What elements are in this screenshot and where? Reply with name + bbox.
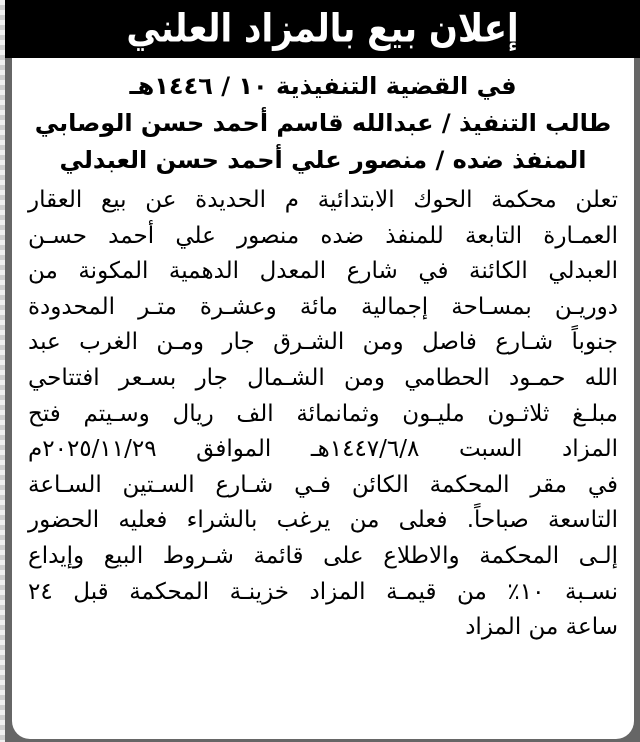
body-line: إلـى المحكمة والاطلاع على قائمة شـروط البيع وإيداع — [28, 542, 618, 569]
deposit-line: نسـبة ١٠٪ من قيمـة المزاد خزينـة المحكمة قبل ٢٤ — [28, 578, 618, 605]
notice-header-bar — [5, 0, 640, 58]
body-line: العمـارة التابعة للمنفذ ضده منصور علي أحمد حسـن — [28, 222, 618, 249]
notice-body — [22, 183, 624, 646]
body-line-last: ساعة من المزاد — [465, 614, 618, 641]
body-line: الله حمـود الحطامي ومن الشـمال جار بسـعر افتتاحي — [28, 364, 618, 391]
case-number: في القضية التنفيذية ١٠ / ١٤٤٦هـ — [129, 72, 517, 100]
body-line: التاسعة صباحاً. فعلى من يرغب بالشراء فعليه الحضور — [28, 507, 618, 534]
body-line: العبدلي الكائنة في شارع المعدل الدهمية المكونة من — [28, 258, 618, 285]
notice-card — [12, 58, 634, 739]
body-line: دوريـن بمسـاحة إجمالية مائة وعشـرة متـر المحدودة — [28, 293, 618, 320]
claimant: طالب التنفيذ / عبدالله قاسم أحمد حسن الوصابي — [34, 109, 612, 137]
respondent: المنفذ ضده / منصور علي أحمد حسن العبدلي — [59, 146, 587, 174]
body-line: مبلـغ ثلاثـون مليـون وثمانمائة الف ريال وسـيتم فتح — [28, 400, 618, 427]
notice-title: إعلان بيع بالمزاد العلني — [126, 6, 519, 53]
body-line: جنوباً شـارع فاصل ومن الشـرق جار ومـن الغرب عبد — [28, 329, 618, 356]
body-line: تعلن محكمة الحوك الابتدائية م الحديدة عن بيع العقار — [28, 187, 618, 213]
body-line: في مقر المحكمة الكائن فـي شـارع السـتين السـاعة — [28, 471, 618, 498]
auction-date-line: المزاد السبت ١٤٤٧/٦/٨هـ الموافق ٢٠٢٥/١١/٢٩م — [28, 436, 618, 463]
